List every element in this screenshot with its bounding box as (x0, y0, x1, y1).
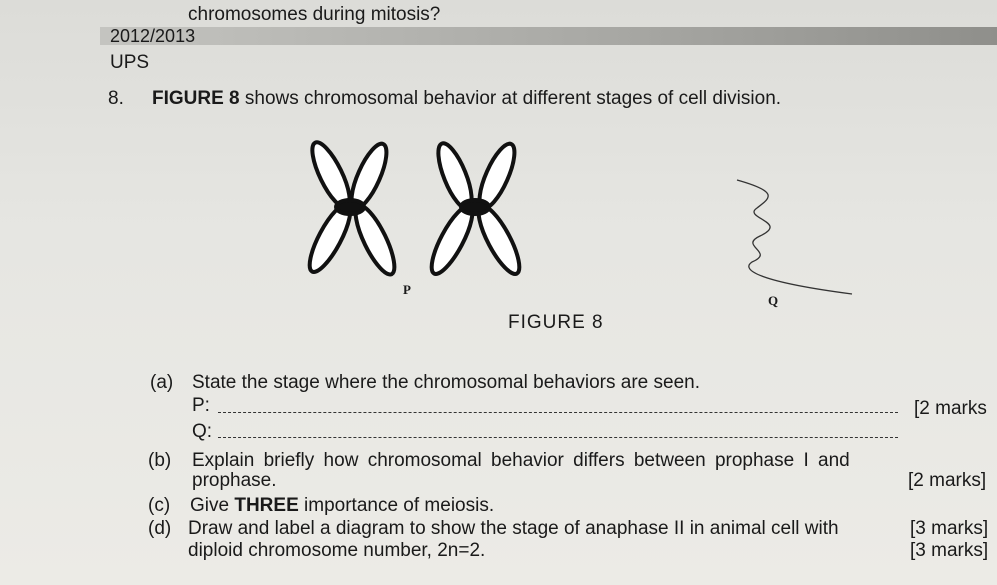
part-a-p-answer-line (218, 412, 898, 413)
part-c-bold: THREE (234, 495, 299, 516)
chromosome-p-right (424, 139, 526, 278)
part-c-marks: [3 marks] (910, 518, 989, 539)
chromosome-q-thread (737, 180, 852, 294)
part-a-text: State the stage where the chromosomal behaviors are seen. (192, 372, 701, 393)
part-b-line1: Explain briefly how chromosomal behavior differs between prophase I and (192, 450, 850, 471)
part-c-letter: (c) (148, 495, 171, 516)
part-d-marks: [3 marks] (910, 540, 989, 561)
part-b-line2: prophase. (192, 470, 277, 491)
part-c-post: importance of meiosis. (298, 495, 495, 516)
figure-label-q: Q (768, 293, 779, 308)
figure-label-p: P (403, 282, 411, 297)
part-d-line2: diploid chromosome number, 2n=2. (188, 540, 486, 561)
part-c-text (190, 495, 494, 517)
part-a-letter: (a) (150, 372, 174, 393)
part-c-pre: Give (190, 495, 235, 516)
figure-caption: FIGURE 8 (508, 312, 604, 333)
chromosome-p-left (302, 138, 401, 279)
part-d-letter: (d) (148, 518, 172, 539)
part-b-letter: (b) (148, 450, 172, 471)
previous-question-text: chromosomes during mitosis? (188, 4, 441, 25)
university-label: UPS (110, 52, 150, 73)
part-d-line1: Draw and label a diagram to show the stage of anaphase II in animal cell with (188, 518, 839, 539)
figure-reference: FIGURE 8 (152, 88, 240, 109)
part-a-p-label: P: (192, 395, 210, 416)
academic-year: 2012/2013 (110, 26, 196, 46)
part-b-marks: [2 marks] (908, 470, 987, 491)
part-a-q-label: Q: (192, 421, 213, 442)
question-intro-text: shows chromosomal behavior at different stages of cell division. (239, 88, 782, 109)
part-a-marks: [2 marks (914, 398, 987, 419)
part-a-q-answer-line (218, 437, 898, 438)
question-number: 8. (108, 88, 124, 109)
